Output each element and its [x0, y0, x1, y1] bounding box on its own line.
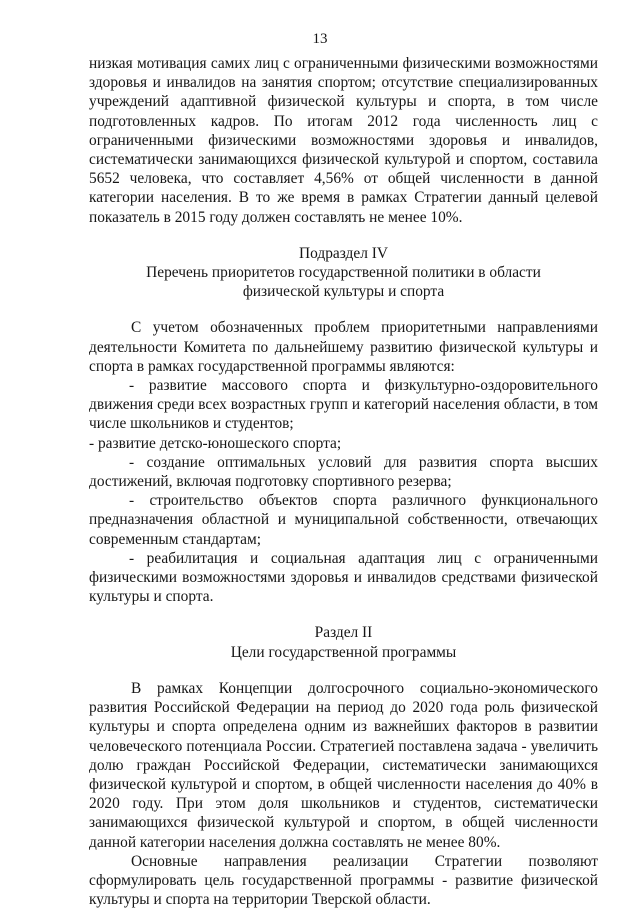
- paragraph-intro: низкая мотивация самих лиц с ограниченными физическими возможностями здоровья и инвалидов на занятия спортом; отсутствие специализированных учреждений адаптивной физической культуры и спорта, в том числе подготовленных кадров. По итогам 2012 года численность лиц с ограниченными физическими возможностями здоровья и инвалидов, систематически занимающихся физической культурой и спортом, составила 5652 человека, что составляет 4,56% от общей численности в данной категории населения. В то же время в рамках Стратегии данный целевой показатель в 2015 году должен составлять не менее 10%.: [89, 55, 598, 226]
- subsection-title-line-2: физической культуры и спорта: [242, 283, 445, 301]
- priority-item-1: - развитие массового спорта и физкультурно-оздоровительного движения среди всех возрастных групп и категорий населения области, в том числе школьников и студентов;: [89, 377, 598, 433]
- paragraph-priorities-intro: С учетом обозначенных проблем приоритетными направлениями деятельности Комитета по дальнейшему развитию физической культуры и спорта в рамках государственной программы являются:: [89, 319, 598, 375]
- priority-item-5: - реабилитация и социальная адаптация лиц с ограниченными физическими возможностями здоровья и инвалидов средствами физической культуры и спорта.: [89, 549, 598, 606]
- subsection-label: Подраздел IV: [299, 244, 388, 262]
- priority-item-4: - строительство объектов спорта различного функционального предназначения областной и муниципальной собственности, отвечающих современным стандартам;: [89, 492, 598, 548]
- document-body: [89, 54, 598, 909]
- paragraph-concept: В рамках Концепции долгосрочного социально-экономического развития Российской Федерации на период до 2020 года роль физической культуры и спорта определена одним из важнейших факторов в развитии человеческого потенциала России. Стратегией поставлена задача - увеличить долю граждан Российской Федерации, систематически занимающихся физической культурой и спортом, в общей численности населения до 40% в 2020 году. При этом доля школьников и студентов, систематически занимающихся физической культурой и спортом, в общей численности данной категории населения должна составлять не менее 80%.: [89, 679, 598, 851]
- section-label: Раздел II: [314, 624, 373, 642]
- subsection-title-line-1: Перечень приоритетов государственной политики в области: [146, 264, 541, 282]
- paragraph-goal: Основные направления реализации Стратегии позволяют сформулировать цель государственной программы - развитие физической культуры и спорта на территории Тверской области.: [89, 852, 598, 909]
- section-title: Цели государственной программы: [230, 643, 457, 661]
- priority-item-3: - создание оптимальных условий для развития спорта высших достижений, включая подготовку спортивного резерва;: [89, 453, 598, 491]
- page-number: 13: [312, 31, 328, 47]
- priority-item-2: - развитие детско-юношеского спорта;: [89, 434, 342, 452]
